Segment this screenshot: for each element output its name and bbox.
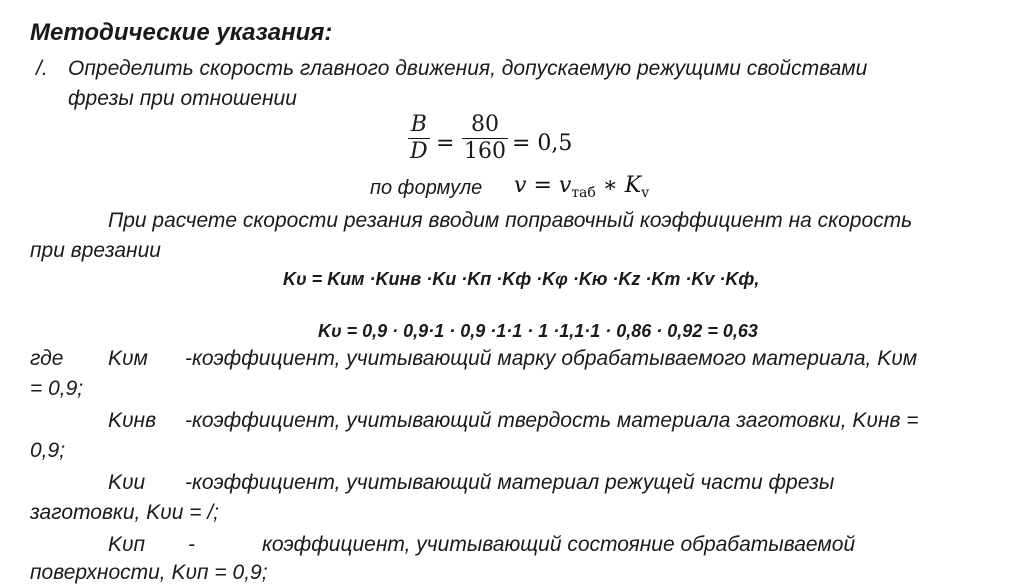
speed-formula-prefix: по формуле — [370, 177, 483, 199]
coef-term: ·Kv — [685, 269, 720, 289]
def-symbol: Kυи — [108, 471, 146, 494]
def-symbol: Kυнв — [108, 409, 157, 432]
def-text: коэффициент, учитывающий состояние обрабатываемой — [262, 533, 856, 556]
coef-term: ·Kп — [461, 269, 497, 289]
coef-term: ·Kт — [645, 269, 686, 289]
def-continuation: поверхности, Kυп = 0,9; — [30, 561, 268, 584]
def-continuation: 0,9; — [30, 439, 66, 462]
coef-term: ·Kи — [426, 269, 462, 289]
ratio-numerator: 80 — [471, 112, 499, 137]
ratio-equals-1: = — [436, 131, 455, 156]
ratio-lhs-numerator: B — [410, 112, 427, 137]
def-continuation: = 0,9; — [30, 377, 84, 400]
speed-symbol: v — [514, 173, 527, 198]
def-text: -коэффициент, учитывающий материал режущей части фрезы — [185, 471, 835, 494]
ratio-result: = 0,5 — [512, 131, 573, 156]
coef-term: Kим — [327, 269, 370, 289]
def-symbol: Kυп — [108, 533, 146, 556]
speed-table-subscript: таб — [571, 185, 596, 201]
def-text: -коэффициент, учитывающий твердость материала заготовки, Kυнв = — [185, 409, 919, 432]
ratio-lhs-denominator: D — [410, 139, 428, 164]
paragraph-line1: При расчете скорости резания вводим поправочный коэффициент на скорость — [108, 209, 913, 232]
coef-formula-lhs: Kυ — [283, 269, 307, 289]
defs-lead: где — [30, 347, 64, 370]
coef-term: ·Kю — [572, 269, 613, 289]
coef-subscript: v — [641, 185, 650, 201]
coef-term: ·Kф — [496, 269, 537, 289]
coef-formula-equals: = — [306, 269, 323, 289]
ratio-denominator: 160 — [464, 139, 506, 164]
def-symbol: Kυм — [108, 347, 148, 370]
speed-table-symbol: v — [558, 173, 572, 198]
times-sign: ∗ — [602, 173, 618, 198]
item1-line2: фрезы при отношении — [68, 87, 297, 110]
def-text: -коэффициент, учитывающий марку обрабатываемого материала, Kυм — [185, 347, 918, 370]
coef-formula-terms — [327, 269, 759, 289]
coef-term: ·Kz — [612, 269, 646, 289]
item1-line1: Определить скорость главного движения, допускаемую режущими свойствами — [68, 57, 868, 80]
def-continuation: заготовки, Kυи = /; — [30, 501, 219, 524]
def-dash: - — [188, 533, 195, 556]
coef-symbol: K — [624, 173, 642, 198]
coef-term: ·Kинв — [369, 269, 427, 289]
coef-term: ·Kф, — [719, 269, 760, 289]
paragraph-line2: при врезании — [30, 239, 161, 262]
speed-formula — [514, 173, 650, 201]
ratio-fraction-value — [462, 112, 508, 165]
item-marker: /. — [36, 57, 48, 80]
coef-value-line: Kυ = 0,9 · 0,9·1 · 0,9 ·1·1 · 1 ·1,1·1 · 0,86 · 0,92 = 0,63 — [318, 321, 758, 341]
speed-equals: = — [533, 173, 552, 198]
coef-formula — [283, 266, 759, 292]
coef-term: ·Kφ — [536, 269, 573, 289]
page-title: Методические указания: — [30, 19, 333, 46]
ratio-fraction-lhs — [408, 112, 430, 165]
